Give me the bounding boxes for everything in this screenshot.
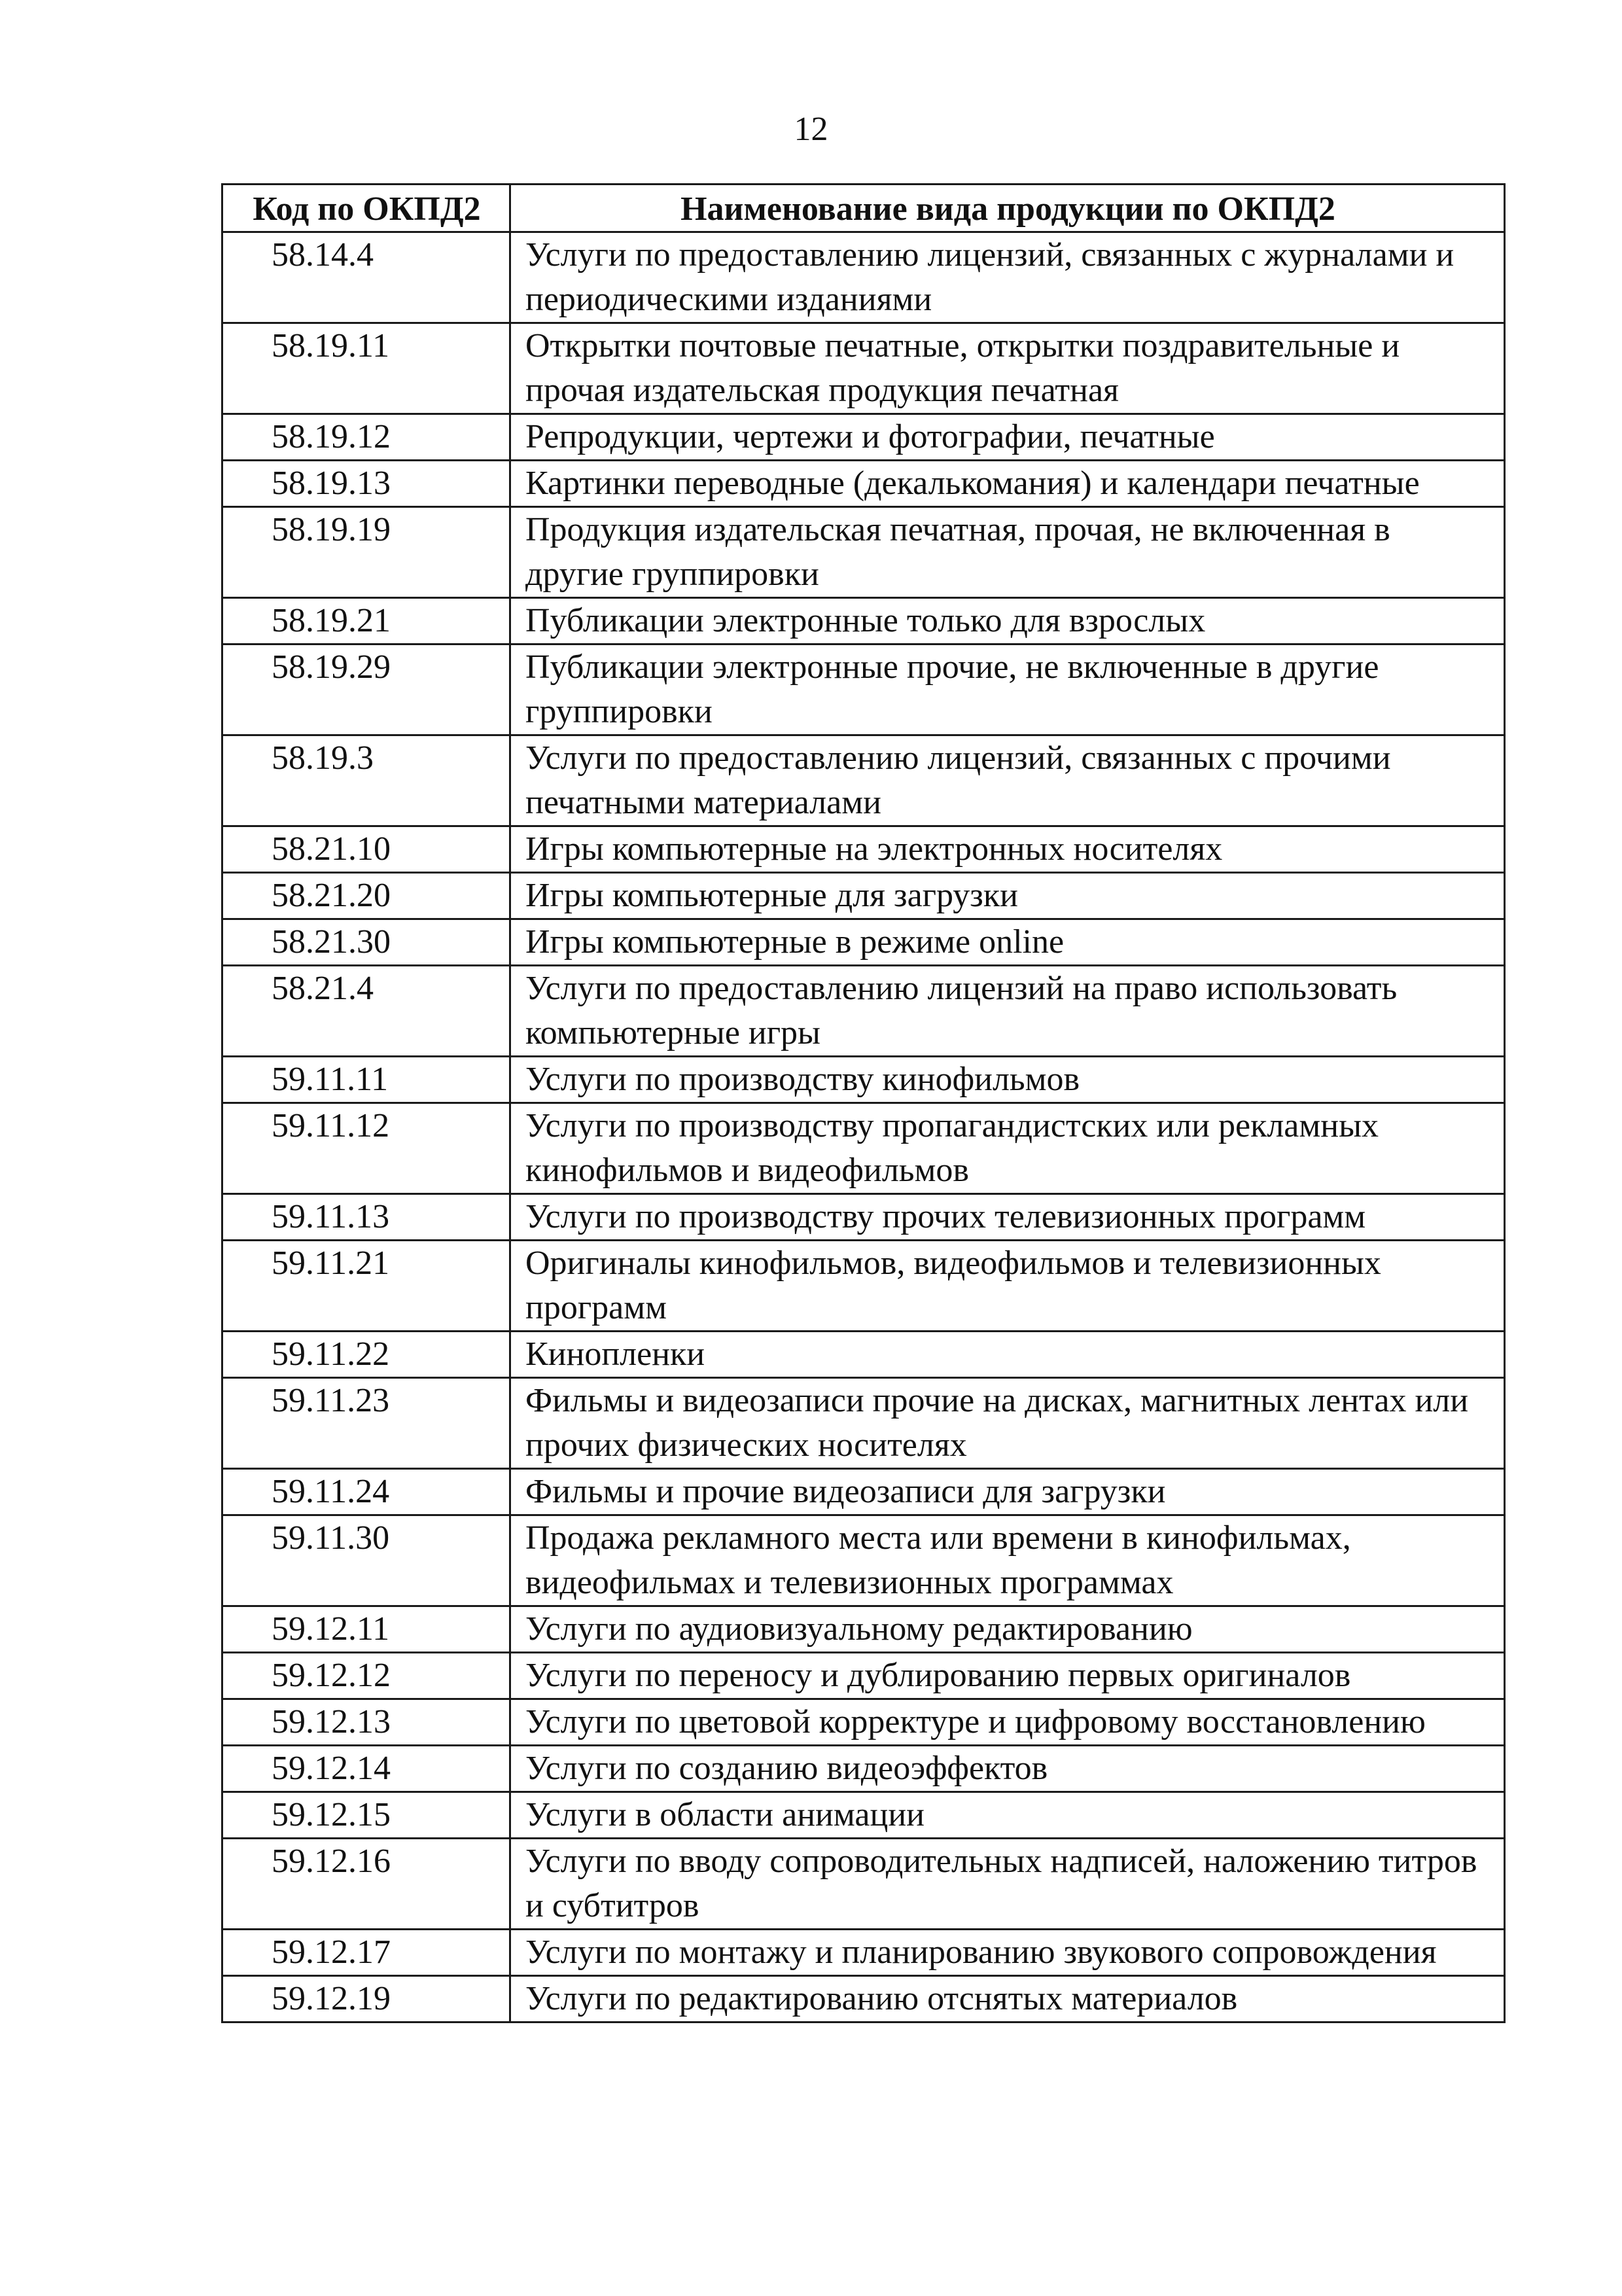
row-code: 58.21.20 <box>222 873 510 919</box>
row-code: 59.12.13 <box>222 1699 510 1746</box>
table-row <box>222 1057 1505 1103</box>
okpd2-table <box>221 183 1506 2023</box>
table-row <box>222 1839 1505 1930</box>
row-name: Услуги по предоставлению лицензий на право использовать компьютерные игры <box>510 966 1505 1057</box>
row-code: 59.12.19 <box>222 1976 510 2022</box>
header-name: Наименование вида продукции по ОКПД2 <box>510 185 1505 232</box>
row-name: Услуги по созданию видеоэффектов <box>510 1746 1505 1792</box>
row-name: Услуги по вводу сопроводительных надписей, наложению титров и субтитров <box>510 1839 1505 1930</box>
row-name: Оригиналы кинофильмов, видеофильмов и телевизионных программ <box>510 1241 1505 1332</box>
row-code: 58.19.21 <box>222 598 510 645</box>
table-row <box>222 323 1505 414</box>
row-name: Публикации электронные прочие, не включенные в другие группировки <box>510 645 1505 735</box>
row-name: Игры компьютерные для загрузки <box>510 873 1505 919</box>
row-name: Картинки переводные (декалькомания) и календари печатные <box>510 461 1505 507</box>
row-code: 59.11.24 <box>222 1469 510 1515</box>
row-code: 59.11.23 <box>222 1378 510 1469</box>
row-name: Продукция издательская печатная, прочая, не включенная в другие группировки <box>510 507 1505 598</box>
row-code: 59.11.11 <box>222 1057 510 1103</box>
table-row <box>222 645 1505 735</box>
row-name: Услуги по редактированию отснятых материалов <box>510 1976 1505 2022</box>
table-row <box>222 1746 1505 1792</box>
row-code: 59.11.13 <box>222 1194 510 1241</box>
row-code: 59.12.14 <box>222 1746 510 1792</box>
row-code: 58.19.29 <box>222 645 510 735</box>
row-name: Услуги по переносу и дублированию первых оригиналов <box>510 1653 1505 1699</box>
row-name: Услуги в области анимации <box>510 1792 1505 1839</box>
row-name: Услуги по аудиовизуальному редактированию <box>510 1606 1505 1653</box>
row-code: 59.12.16 <box>222 1839 510 1930</box>
row-code: 58.21.4 <box>222 966 510 1057</box>
row-code: 58.19.11 <box>222 323 510 414</box>
table-row <box>222 1515 1505 1606</box>
row-code: 59.12.15 <box>222 1792 510 1839</box>
row-name: Услуги по производству пропагандистских или рекламных кинофильмов и видеофильмов <box>510 1103 1505 1194</box>
row-name: Фильмы и прочие видеозаписи для загрузки <box>510 1469 1505 1515</box>
row-name: Публикации электронные только для взрослых <box>510 598 1505 645</box>
table-row <box>222 735 1505 826</box>
table-row <box>222 873 1505 919</box>
table-row <box>222 461 1505 507</box>
row-code: 59.12.12 <box>222 1653 510 1699</box>
table-row <box>222 1378 1505 1469</box>
row-name: Кинопленки <box>510 1332 1505 1378</box>
row-code: 58.19.13 <box>222 461 510 507</box>
table-row <box>222 919 1505 966</box>
table-row <box>222 1606 1505 1653</box>
row-name: Услуги по цветовой корректуре и цифровому восстановлению <box>510 1699 1505 1746</box>
table-row <box>222 1469 1505 1515</box>
table-header-row <box>222 185 1505 232</box>
row-name: Услуги по предоставлению лицензий, связанных с прочими печатными материалами <box>510 735 1505 826</box>
table-row <box>222 232 1505 323</box>
table-row <box>222 414 1505 461</box>
row-name: Игры компьютерные на электронных носителях <box>510 826 1505 873</box>
table-row <box>222 1792 1505 1839</box>
table-row <box>222 598 1505 645</box>
row-name: Репродукции, чертежи и фотографии, печатные <box>510 414 1505 461</box>
row-name: Открытки почтовые печатные, открытки поздравительные и прочая издательская продукция печатная <box>510 323 1505 414</box>
table-row <box>222 1194 1505 1241</box>
table-row <box>222 1103 1505 1194</box>
row-code: 58.19.3 <box>222 735 510 826</box>
row-code: 58.21.10 <box>222 826 510 873</box>
row-name: Услуги по предоставлению лицензий, связанных с журналами и периодическими изданиями <box>510 232 1505 323</box>
row-name: Продажа рекламного места или времени в кинофильмах, видеофильмах и телевизионных программах <box>510 1515 1505 1606</box>
table-row <box>222 1653 1505 1699</box>
row-code: 58.21.30 <box>222 919 510 966</box>
row-code: 59.11.22 <box>222 1332 510 1378</box>
table-row <box>222 507 1505 598</box>
table-row <box>222 1241 1505 1332</box>
row-code: 58.14.4 <box>222 232 510 323</box>
okpd2-table-container <box>221 183 1504 2023</box>
row-name: Услуги по производству кинофильмов <box>510 1057 1505 1103</box>
row-code: 59.11.21 <box>222 1241 510 1332</box>
table-row <box>222 966 1505 1057</box>
row-code: 59.11.12 <box>222 1103 510 1194</box>
table-row <box>222 1699 1505 1746</box>
table-row <box>222 1976 1505 2022</box>
table-body <box>222 232 1505 2022</box>
table-row <box>222 1930 1505 1976</box>
row-name: Фильмы и видеозаписи прочие на дисках, магнитных лентах или прочих физических носителях <box>510 1378 1505 1469</box>
row-code: 59.12.11 <box>222 1606 510 1653</box>
row-code: 59.11.30 <box>222 1515 510 1606</box>
row-name: Услуги по производству прочих телевизионных программ <box>510 1194 1505 1241</box>
table-row <box>222 826 1505 873</box>
row-code: 59.12.17 <box>222 1930 510 1976</box>
row-code: 58.19.12 <box>222 414 510 461</box>
row-name: Услуги по монтажу и планированию звукового сопровождения <box>510 1930 1505 1976</box>
row-name: Игры компьютерные в режиме online <box>510 919 1505 966</box>
page-number: 12 <box>794 111 828 148</box>
row-code: 58.19.19 <box>222 507 510 598</box>
header-code: Код по ОКПД2 <box>222 185 510 232</box>
table-row <box>222 1332 1505 1378</box>
